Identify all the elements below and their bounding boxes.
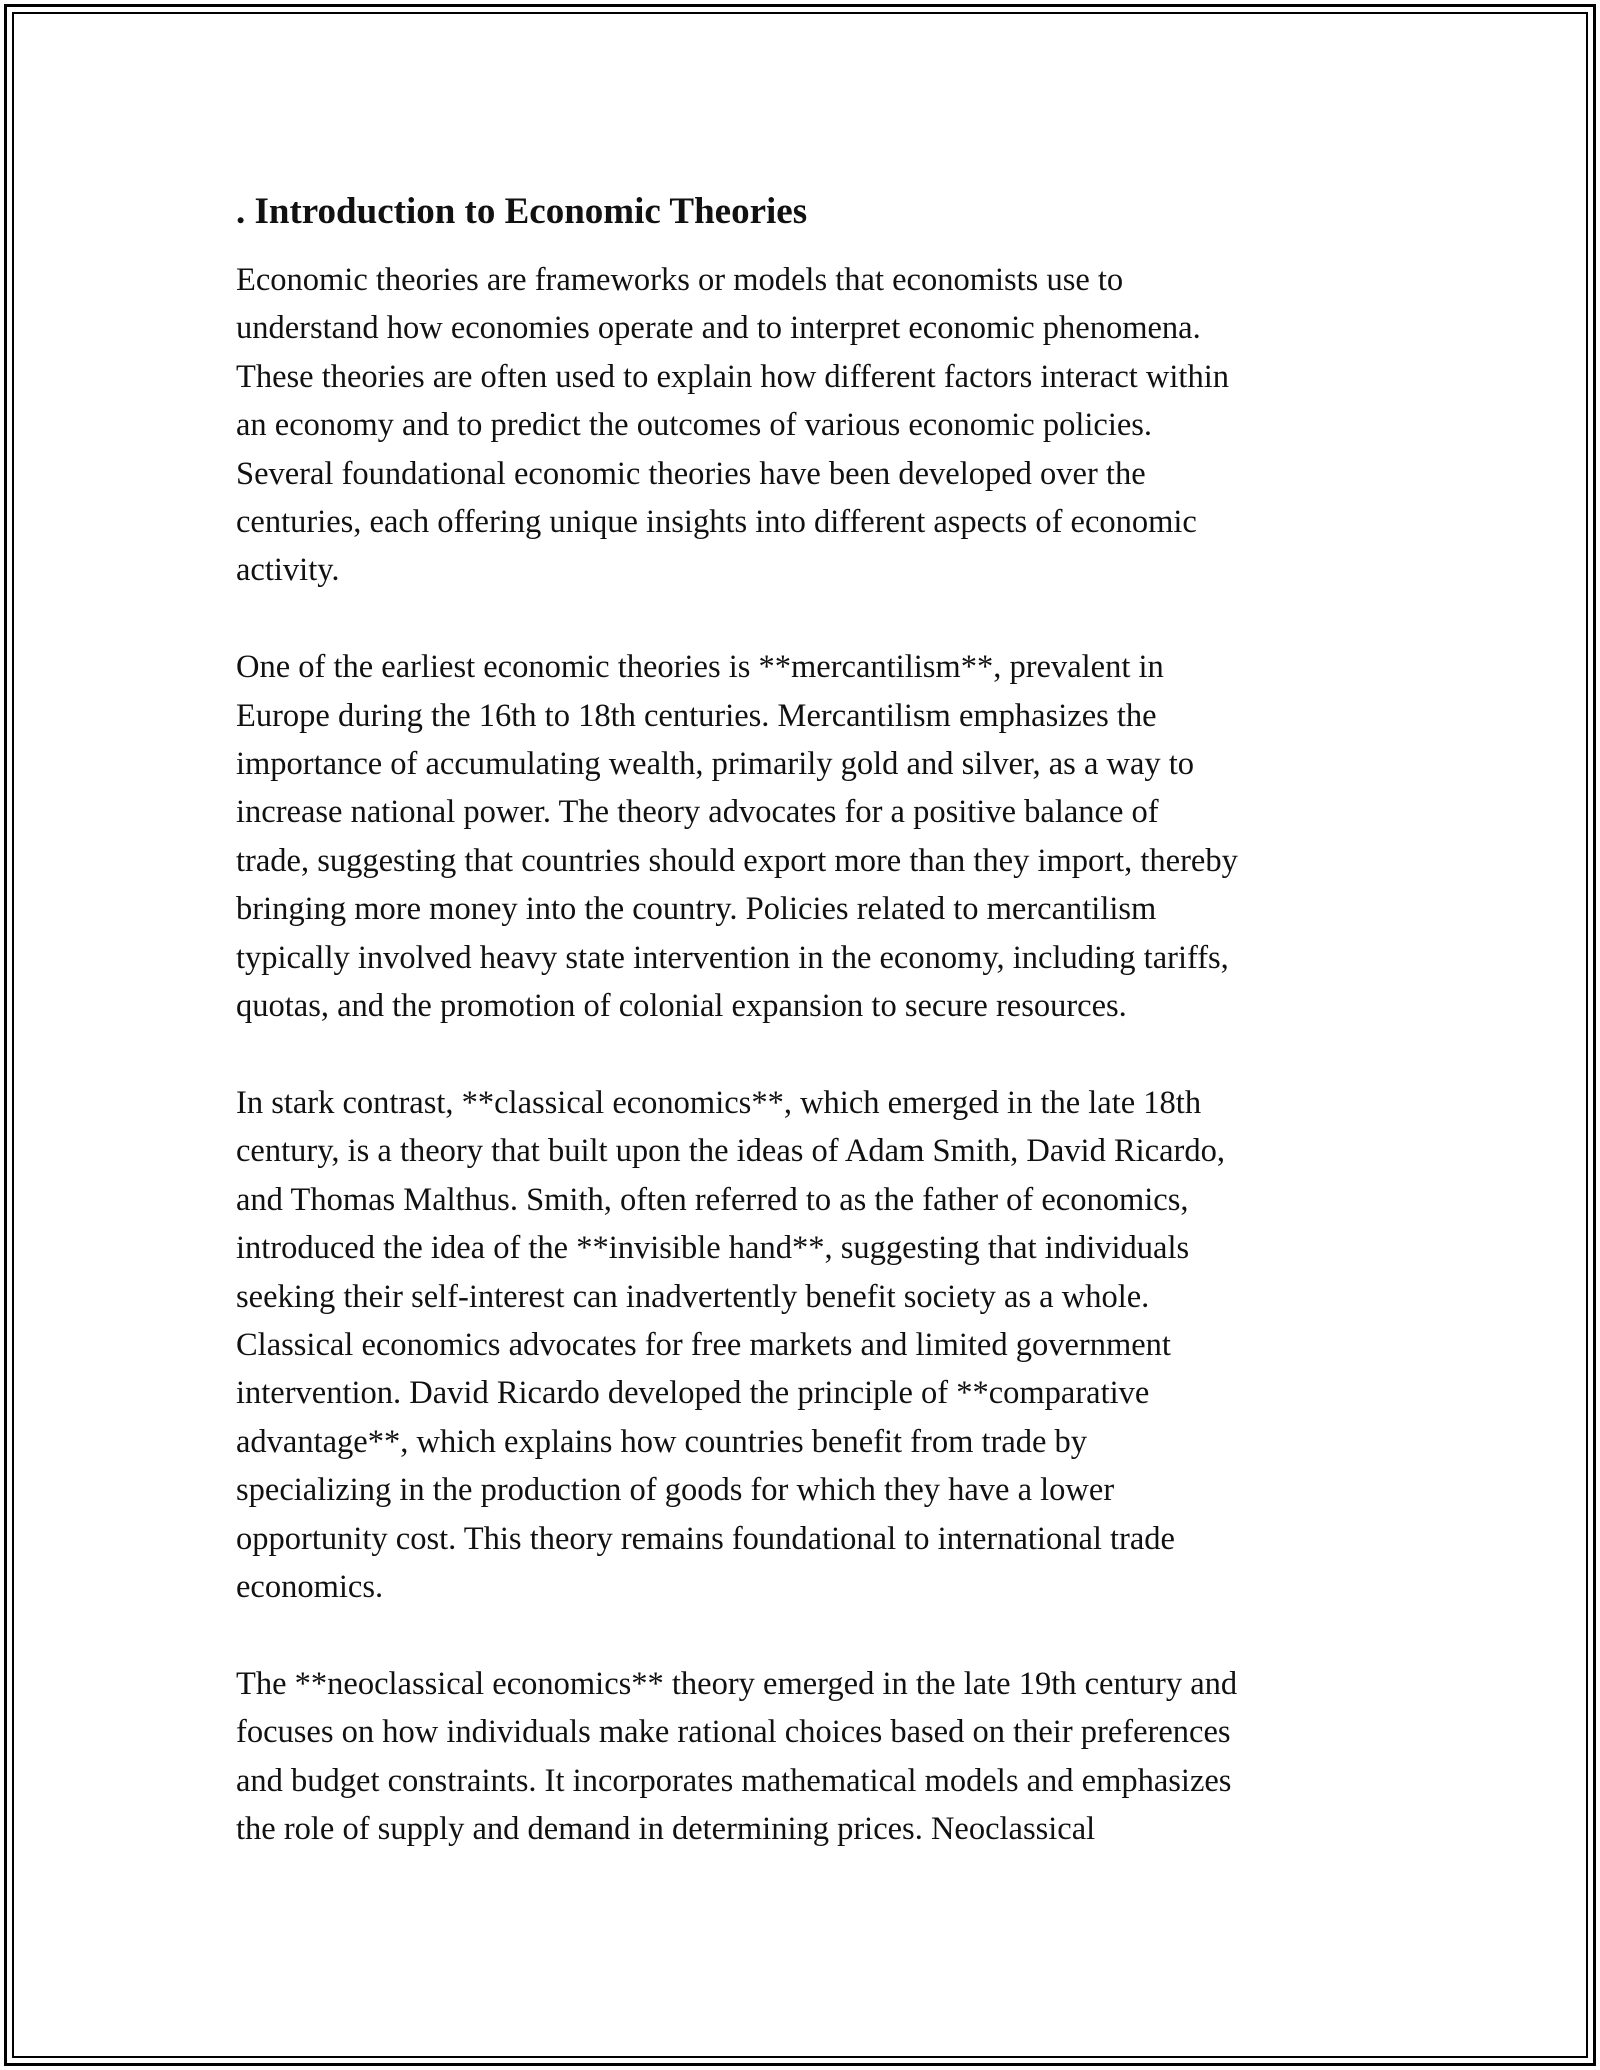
text-line: an economy and to predict the outcomes of various economic policies. bbox=[236, 407, 1153, 444]
text-line: Several foundational economic theories have been developed over the bbox=[236, 455, 1146, 492]
text-line: These theories are often used to explain how different factors interact within bbox=[236, 358, 1229, 395]
text-line: typically involved heavy state intervention in the economy, including tariffs, bbox=[236, 939, 1229, 976]
text-line: focuses on how individuals make rational choices based on their preferences bbox=[236, 1714, 1231, 1751]
text-line: introduced the idea of the **invisible hand**, suggesting that individuals bbox=[236, 1230, 1190, 1267]
text-line: importance of accumulating wealth, primarily gold and silver, as a way to bbox=[236, 746, 1195, 783]
text-line: One of the earliest economic theories is **mercantilism**, prevalent in bbox=[236, 649, 1164, 686]
paragraph-classical-economics bbox=[236, 1079, 1376, 1611]
text-line: Classical economics advocates for free markets and limited government bbox=[236, 1326, 1171, 1363]
text-line: advantage**, which explains how countries benefit from trade by bbox=[236, 1423, 1088, 1460]
text-line: seeking their self-interest can inadvertently benefit society as a whole. bbox=[236, 1278, 1150, 1315]
paragraph-mercantilism bbox=[236, 643, 1376, 1030]
text-line: and Thomas Malthus. Smith, often referred to as the father of economics, bbox=[236, 1181, 1189, 1218]
text-line: intervention. David Ricardo developed the principle of **comparative bbox=[236, 1375, 1150, 1412]
text-line: century, is a theory that built upon the ideas of Adam Smith, David Ricardo, bbox=[236, 1133, 1225, 1170]
text-line: Economic theories are frameworks or models that economists use to bbox=[236, 262, 1124, 298]
paragraph-neoclassical-economics bbox=[236, 1660, 1376, 1854]
text-line: specializing in the production of goods for which they have a lower bbox=[236, 1472, 1115, 1509]
text-line: Europe during the 16th to 18th centuries. Mercantilism emphasizes the bbox=[236, 697, 1157, 734]
text-line: economics. bbox=[236, 1568, 384, 1605]
text-line: and budget constraints. It incorporates mathematical models and emphasizes bbox=[236, 1762, 1232, 1799]
text-line: the role of supply and demand in determining prices. Neoclassical bbox=[236, 1810, 1096, 1847]
text-line: The **neoclassical economics** theory emerged in the late 19th century and bbox=[236, 1665, 1238, 1702]
paragraph-intro bbox=[236, 256, 1376, 595]
section-heading: . Introduction to Economic Theories bbox=[236, 191, 808, 232]
text-line: activity. bbox=[236, 552, 340, 589]
text-line: quotas, and the promotion of colonial expansion to secure resources. bbox=[236, 988, 1127, 1025]
text-line: opportunity cost. This theory remains foundational to international trade bbox=[236, 1520, 1175, 1557]
text-line: bringing more money into the country. Policies related to mercantilism bbox=[236, 891, 1157, 928]
document-body bbox=[236, 186, 1376, 1902]
text-line: understand how economies operate and to interpret economic phenomena. bbox=[236, 310, 1201, 347]
text-line: increase national power. The theory advocates for a positive balance of bbox=[236, 794, 1159, 831]
text-line: trade, suggesting that countries should export more than they import, thereby bbox=[236, 842, 1238, 879]
text-line: centuries, each offering unique insights into different aspects of economic bbox=[236, 504, 1197, 541]
text-line: In stark contrast, **classical economics**, which emerged in the late 18th bbox=[236, 1084, 1202, 1121]
